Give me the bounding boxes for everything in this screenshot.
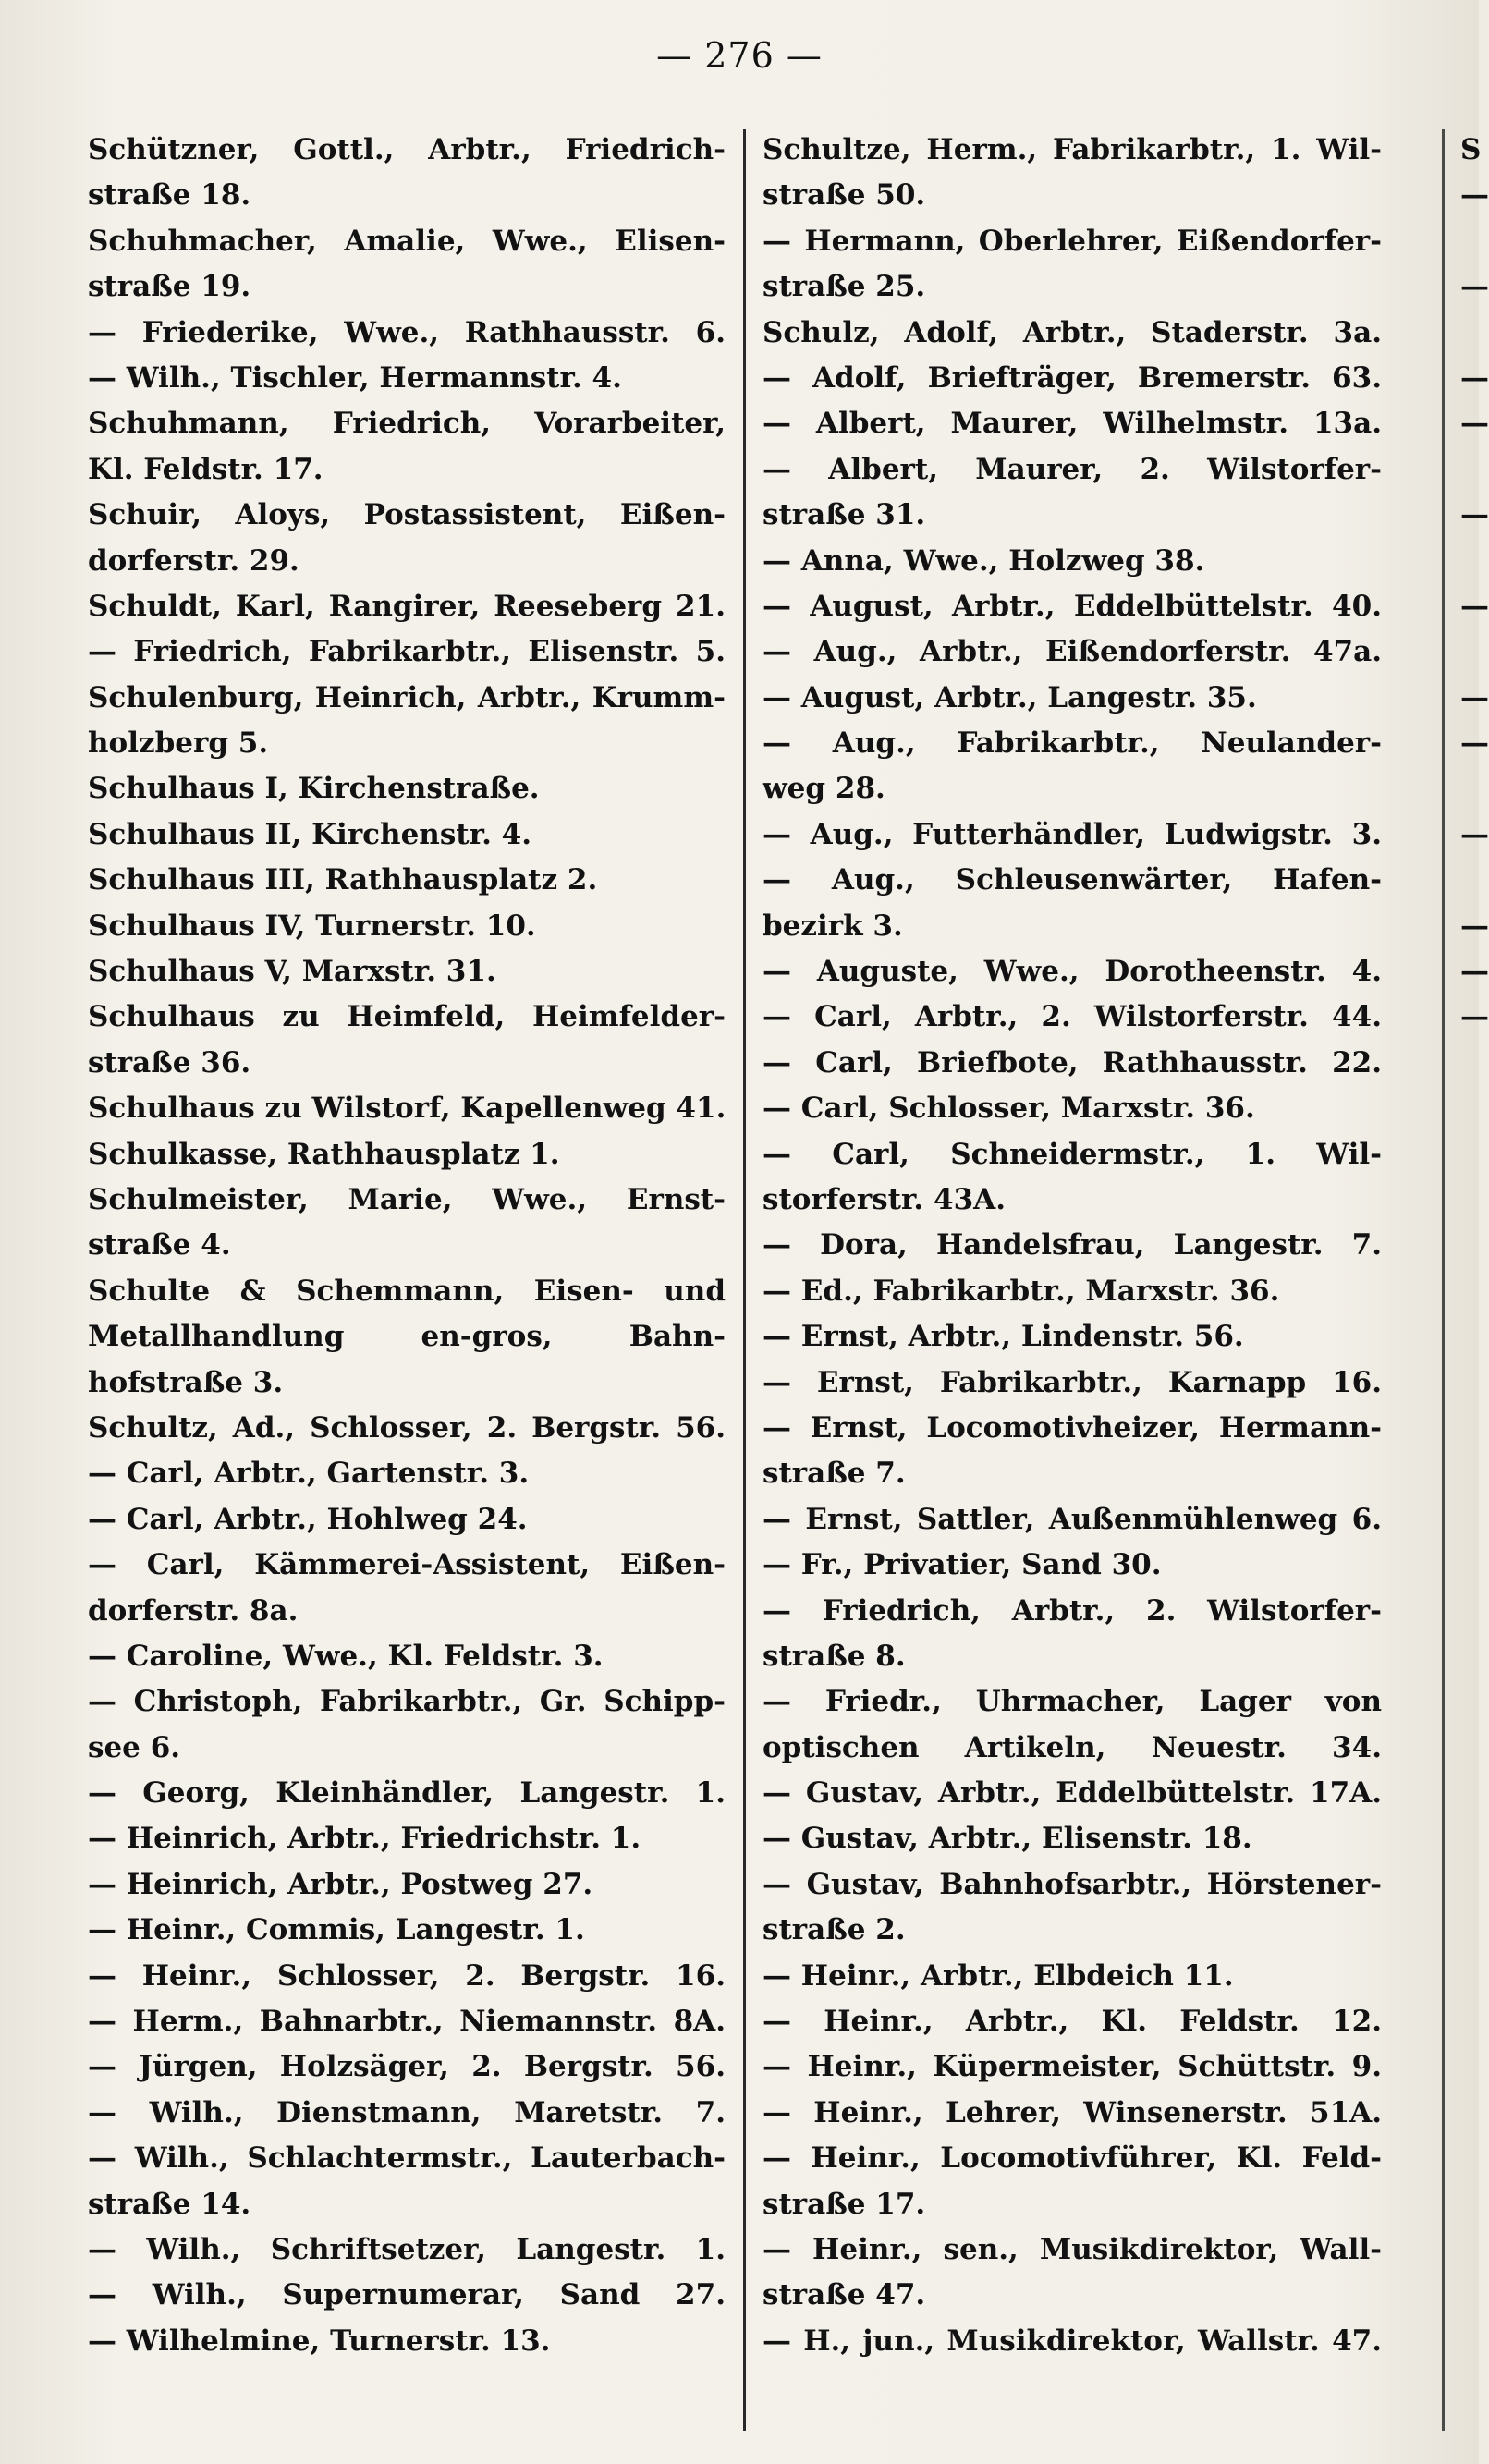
directory-line: straße 7. bbox=[763, 1457, 906, 1491]
directory-line: — bbox=[1460, 178, 1489, 213]
directory-line: Schützner, Gottl., Arbtr., Friedrich- bbox=[88, 133, 726, 166]
directory-line bbox=[1460, 766, 1479, 811]
directory-line: straße 4. bbox=[88, 1228, 231, 1262]
directory-line: — bbox=[1460, 1000, 1489, 1034]
directory-line: Schultz, Ad., Schlosser, 2. Bergstr. 56. bbox=[88, 1410, 726, 1445]
directory-line: Schulte & Schemmann, Eisen- und bbox=[88, 1274, 726, 1308]
directory-line: — Heinrich, Arbtr., Postweg 27. bbox=[88, 1867, 593, 1901]
directory-line: Schulhaus III, Rathhausplatz 2. bbox=[88, 863, 598, 897]
directory-line: — Albert, Maurer, Wilhelmstr. 13a. bbox=[763, 407, 1382, 441]
directory-line: Schulhaus I, Kirchenstraße. bbox=[88, 772, 540, 806]
page-number: — 276 — bbox=[656, 35, 823, 76]
directory-line: — bbox=[1460, 270, 1489, 304]
directory-line bbox=[1460, 539, 1479, 584]
directory-line bbox=[1460, 311, 1479, 356]
directory-line: — Friedrich, Arbtr., 2. Wilstorfer- bbox=[763, 1593, 1382, 1628]
directory-line: straße 31. bbox=[763, 498, 926, 532]
directory-line: — Adolf, Briefträger, Bremerstr. 63. bbox=[763, 360, 1382, 395]
directory-line: — bbox=[1460, 360, 1489, 395]
directory-line: — Friedr., Uhrmacher, Lager von bbox=[763, 1685, 1382, 1719]
directory-line: — bbox=[1460, 726, 1489, 761]
directory-line: — bbox=[1460, 817, 1489, 851]
directory-line: Schulhaus V, Marxstr. 31. bbox=[88, 955, 496, 989]
directory-line: — Heinr., Lehrer, Winsenerstr. 51A. bbox=[763, 2095, 1382, 2129]
directory-line: Schulhaus zu Wilstorf, Kapellenweg 41. bbox=[88, 1092, 726, 1126]
directory-line: — Carl, Briefbote, Rathhausstr. 22. bbox=[763, 1045, 1382, 1080]
directory-line: dorferstr. 29. bbox=[88, 543, 299, 578]
directory-line: — Aug., Futterhändler, Ludwigstr. 3. bbox=[763, 817, 1382, 851]
directory-line: — bbox=[1460, 589, 1489, 623]
directory-line: holzberg 5. bbox=[88, 726, 269, 761]
next-page-edge-column bbox=[1460, 128, 1489, 1041]
directory-line: — Auguste, Wwe., Dorotheenstr. 4. bbox=[763, 955, 1382, 989]
directory-line: see 6. bbox=[88, 1730, 181, 1764]
directory-line: — Wilh., Tischler, Hermannstr. 4. bbox=[88, 360, 622, 395]
directory-line: — Aug., Fabrikarbtr., Neulander- bbox=[763, 726, 1382, 761]
directory-line: straße 14. bbox=[88, 2187, 251, 2221]
directory-line: hofstraße 3. bbox=[88, 1365, 284, 1399]
directory-line: — Carl, Schneidermstr., 1. Wil- bbox=[763, 1137, 1382, 1171]
directory-line: — Friedrich, Fabrikarbtr., Elisenstr. 5. bbox=[88, 635, 726, 669]
directory-line: — Wilh., Schriftsetzer, Langestr. 1. bbox=[88, 2232, 726, 2266]
directory-line: — bbox=[1460, 909, 1489, 943]
directory-line: straße 36. bbox=[88, 1045, 251, 1080]
directory-line: Kl. Feldstr. 17. bbox=[88, 452, 323, 486]
directory-line: straße 18. bbox=[88, 178, 251, 213]
directory-line: — Ernst, Fabrikarbtr., Karnapp 16. bbox=[763, 1365, 1382, 1399]
directory-line: Schulhaus II, Kirchenstr. 4. bbox=[88, 817, 532, 851]
directory-line: — Wilh., Supernumerar, Sand 27. bbox=[88, 2278, 726, 2312]
right-column bbox=[763, 128, 1382, 2364]
directory-line: straße 47. bbox=[763, 2278, 926, 2312]
directory-line: straße 25. bbox=[763, 270, 926, 304]
column-divider bbox=[743, 129, 746, 2431]
directory-line: — Anna, Wwe., Holzweg 38. bbox=[763, 543, 1205, 578]
directory-line: — Albert, Maurer, 2. Wilstorfer- bbox=[763, 452, 1382, 486]
directory-line: dorferstr. 8a. bbox=[88, 1593, 299, 1628]
directory-line: Schuldt, Karl, Rangirer, Reeseberg 21. bbox=[88, 589, 726, 623]
directory-line: Schulz, Adolf, Arbtr., Staderstr. 3a. bbox=[763, 315, 1382, 349]
directory-line: Schuhmann, Friedrich, Vorarbeiter, bbox=[88, 407, 726, 441]
directory-line bbox=[1460, 858, 1479, 903]
next-page-divider bbox=[1442, 129, 1445, 2431]
directory-line: Schulkasse, Rathhausplatz 1. bbox=[88, 1137, 560, 1171]
directory-line: — Heinr., Arbtr., Kl. Feldstr. 12. bbox=[763, 2005, 1382, 2039]
directory-line: — Aug., Arbtr., Eißendorferstr. 47a. bbox=[763, 635, 1382, 669]
directory-line: weg 28. bbox=[763, 772, 885, 806]
directory-line: straße 2. bbox=[763, 1913, 906, 1947]
directory-line: straße 17. bbox=[763, 2187, 926, 2221]
directory-line: — Wilhelmine, Turnerstr. 13. bbox=[88, 2324, 551, 2358]
directory-line: Schulmeister, Marie, Wwe., Ernst- bbox=[88, 1182, 726, 1216]
directory-line: — Caroline, Wwe., Kl. Feldstr. 3. bbox=[88, 1639, 604, 1673]
directory-line: — Heinr., sen., Musikdirektor, Wall- bbox=[763, 2232, 1382, 2266]
directory-line: — Heinr., Schlosser, 2. Bergstr. 16. bbox=[88, 1958, 726, 1993]
directory-line: — Carl, Arbtr., Hohlweg 24. bbox=[88, 1502, 528, 1536]
directory-line: — Heinr., Küpermeister, Schüttstr. 9. bbox=[763, 2050, 1382, 2084]
directory-line: — Hermann, Oberlehrer, Eißendorfer- bbox=[763, 224, 1382, 258]
directory-line: — Fr., Privatier, Sand 30. bbox=[763, 1548, 1162, 1582]
directory-line: — Jürgen, Holzsäger, 2. Bergstr. 56. bbox=[88, 2050, 726, 2084]
directory-line: Schulhaus zu Heimfeld, Heimfelder- bbox=[88, 1000, 726, 1034]
directory-line: — Wilh., Dienstmann, Maretstr. 7. bbox=[88, 2095, 726, 2129]
directory-line: — Heinr., Commis, Langestr. 1. bbox=[88, 1913, 585, 1947]
directory-line: — Carl, Arbtr., Gartenstr. 3. bbox=[88, 1457, 530, 1491]
directory-line: Metallhandlung en-gros, Bahn- bbox=[88, 1320, 726, 1354]
directory-line: — Carl, Arbtr., 2. Wilstorferstr. 44. bbox=[763, 1000, 1382, 1034]
directory-line: — Heinr., Locomotivführer, Kl. Feld- bbox=[763, 2141, 1382, 2176]
directory-line: — bbox=[1460, 955, 1489, 989]
directory-line: — Heinr., Arbtr., Elbdeich 11. bbox=[763, 1958, 1234, 1993]
directory-line bbox=[1460, 447, 1479, 493]
directory-line: — August, Arbtr., Langestr. 35. bbox=[763, 680, 1257, 714]
directory-line: storferstr. 43A. bbox=[763, 1182, 1007, 1216]
directory-line: Schuhmacher, Amalie, Wwe., Elisen- bbox=[88, 224, 726, 258]
directory-line: — Gustav, Bahnhofsarbtr., Hörstener- bbox=[763, 1867, 1382, 1901]
directory-line: — H., jun., Musikdirektor, Wallstr. 47. bbox=[763, 2324, 1382, 2358]
directory-line: — Ernst, Sattler, Außenmühlenweg 6. bbox=[763, 1502, 1382, 1536]
directory-line: — Aug., Schleusenwärter, Hafen- bbox=[763, 863, 1382, 897]
directory-line: — Carl, Schlosser, Marxstr. 36. bbox=[763, 1092, 1255, 1126]
directory-line: — bbox=[1460, 407, 1489, 441]
directory-line: — Herm., Bahnarbtr., Niemannstr. 8A. bbox=[88, 2005, 726, 2039]
directory-line: — Gustav, Arbtr., Elisenstr. 18. bbox=[763, 1822, 1252, 1856]
directory-line bbox=[1460, 629, 1479, 675]
directory-line: — Ernst, Locomotivheizer, Hermann- bbox=[763, 1410, 1382, 1445]
directory-line: straße 19. bbox=[88, 270, 251, 304]
directory-line: — bbox=[1460, 498, 1489, 532]
directory-line: straße 50. bbox=[763, 178, 926, 213]
directory-line: — Heinrich, Arbtr., Friedrichstr. 1. bbox=[88, 1822, 641, 1856]
directory-line: — Georg, Kleinhändler, Langestr. 1. bbox=[88, 1776, 726, 1811]
directory-line: — Gustav, Arbtr., Eddelbüttelstr. 17A. bbox=[763, 1776, 1382, 1811]
directory-line: Schultze, Herm., Fabrikarbtr., 1. Wil- bbox=[763, 133, 1382, 166]
directory-line: — Dora, Handelsfrau, Langestr. 7. bbox=[763, 1228, 1382, 1262]
directory-line: — Carl, Kämmerei-Assistent, Eißen- bbox=[88, 1548, 726, 1582]
directory-line: Schulhaus IV, Turnerstr. 10. bbox=[88, 909, 536, 943]
directory-line: Schuir, Aloys, Postassistent, Eißen- bbox=[88, 498, 726, 532]
directory-line: — Wilh., Schlachtermstr., Lauterbach- bbox=[88, 2141, 726, 2176]
directory-line: — Ed., Fabrikarbtr., Marxstr. 36. bbox=[763, 1274, 1280, 1308]
directory-line: optischen Artikeln, Neuestr. 34. bbox=[763, 1730, 1382, 1764]
directory-line: straße 8. bbox=[763, 1639, 906, 1673]
directory-line: Schulenburg, Heinrich, Arbtr., Krumm- bbox=[88, 680, 726, 714]
directory-line: — August, Arbtr., Eddelbüttelstr. 40. bbox=[763, 589, 1382, 623]
directory-line: — Friederike, Wwe., Rathhausstr. 6. bbox=[88, 315, 726, 349]
directory-line: — Christoph, Fabrikarbtr., Gr. Schipp- bbox=[88, 1685, 726, 1719]
left-column bbox=[88, 128, 726, 2364]
directory-line: — bbox=[1460, 680, 1489, 714]
directory-line: bezirk 3. bbox=[763, 909, 903, 943]
directory-line: — Ernst, Arbtr., Lindenstr. 56. bbox=[763, 1320, 1244, 1354]
directory-line bbox=[1460, 219, 1479, 264]
directory-line: S bbox=[1460, 133, 1482, 166]
